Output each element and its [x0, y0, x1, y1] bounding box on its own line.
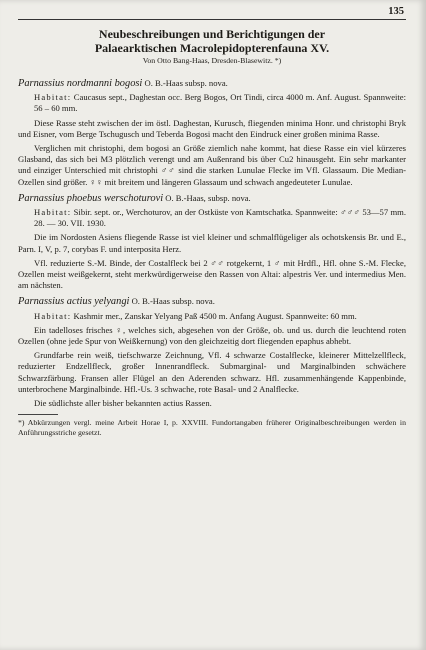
habitat-text: Caucasus sept., Daghestan occ. Berg Bogos, Ort Tindi, circa 4000 m. Anf. August. Spannweite: 56 – 60 mm. [34, 92, 406, 114]
taxon-name: Parnassius phoebus werschoturovi [18, 192, 164, 204]
footnote: *) Abkürzungen vergl. meine Arbeit Horae I, p. XXVIII. Fundortangaben früherer Originalbeschreibungen werden in Anführungsstriche gesetzt. [18, 418, 406, 438]
footnote-rule [18, 414, 58, 415]
article-body [18, 73, 406, 441]
habitat-label: Habitat: [34, 207, 72, 218]
habitat-label: Habitat: [34, 92, 72, 103]
body-paragraph: Ein tadelloses frisches ♀, welches sich, abgesehen von der Größe, ob. und us. durch die leuchtend roten Ozellen (ohne jede Spur von Weißkernung) von den gleichzeitig dort fliegenden epaphus abhebt. [18, 324, 406, 347]
taxon-author: O. B.-Haas, subsp. nova. [165, 192, 251, 203]
taxon-heading [18, 193, 406, 204]
habitat-text: Sibir. sept. or., Werchoturov, an der Ostküste von Kamtschatka. Spannweite: ♂♂♂ 53—57 mm. 28. — 30. VII. 1930. [34, 207, 407, 229]
taxon-author: O. B.-Haas subsp. nova. [131, 296, 215, 307]
taxon-heading [18, 296, 406, 307]
body-paragraph: Diese Rasse steht zwischen der im östl. Daghestan, Kurusch, fliegenden minima Honr. und christophi Bryk und Eisner, vom Berge Tschugusch und Teberda Bogosi macht den Eindruck einer großen minima Rasse. [18, 117, 406, 139]
taxon-heading [18, 78, 406, 89]
habitat-text: Kashmir mer., Zanskar Yelyang Paß 4500 m. Anfang August. Spannweite: 60 mm. [73, 310, 357, 321]
title-line-1: Neubeschreibungen und Berichtigungen der [98, 27, 326, 41]
taxon-author: O. B.-Haas subsp. nova. [144, 78, 228, 88]
body-paragraph: Verglichen mit christophi, dem bogosi an Größe ziemlich nahe kommt, hat diese Rasse ein viel kürzeres Glasband, das sich bei M3 plötzlich verengt und am Außenrand bis über Cu2 hinausgeht. Ein sehr markanter und einziger Unterschied mit christophi ♂♂ sind die starken Lunulae Flecke im Vfl. Glassaum. Die Median-Ozellen sind größer. ♀♀ mit breitem und längeren Glassaum und schwach angedeuteter Lunulae. [18, 143, 406, 187]
page-number: 135 [388, 6, 404, 17]
habitat-line [18, 207, 406, 229]
habitat-label: Habitat: [34, 310, 72, 321]
taxon-name: Parnassius actius yelyangi [18, 296, 130, 308]
body-paragraph: Die im Nordosten Asiens fliegende Rasse ist viel kleiner und schmalflügeliger als ochotskensis Br. und E., Parn. I, V, p. 7, corybas F. und interposita Herz. [18, 232, 406, 254]
body-paragraph: Grundfarbe rein weiß, tiefschwarze Zeichnung, Vfl. 4 schwarze Costalflecke, kleinerer Mittelzellfleck, reduzierter Endzellfleck, großer Innenrandfleck. Submarginal- und Marginalbinden schwächere Schwarzfärbung. Fransen aller Flügel an den Aderenden schwarz. Hfl. zusammenhängende Kappenbinde, unterbrochene Marginalbinde. Hfl.-Us. 3 schwache, rote Basal- und 2 Analflecke. [18, 350, 406, 394]
header-rule [18, 19, 406, 20]
title-line-2: Palaearktischen Macrolepidopterenfauna XV. [94, 41, 330, 55]
article-author: Von Otto Bang-Haas, Dresden-Blasewitz. *) [142, 56, 282, 65]
article-title [18, 27, 406, 55]
habitat-line [18, 92, 406, 114]
taxon-name: Parnassius nordmanni bogosi [18, 78, 143, 89]
habitat-line [18, 311, 406, 322]
body-paragraph: Vfl. reduzierte S.-M. Binde, der Costalfleck bei 2 ♂♂ rotgekernt, 1 ♂ mit Hrdfl., Hfl. ohne S.-M. Flecke, Ozellen meist weißgekernt, steht merkwürdigerweise den Rassen von Altai: alpestris Ver. und intermedius Men. am nächsten. [18, 257, 406, 291]
body-paragraph: Die südlichste aller bisher bekannten actius Rassen. [34, 398, 212, 409]
